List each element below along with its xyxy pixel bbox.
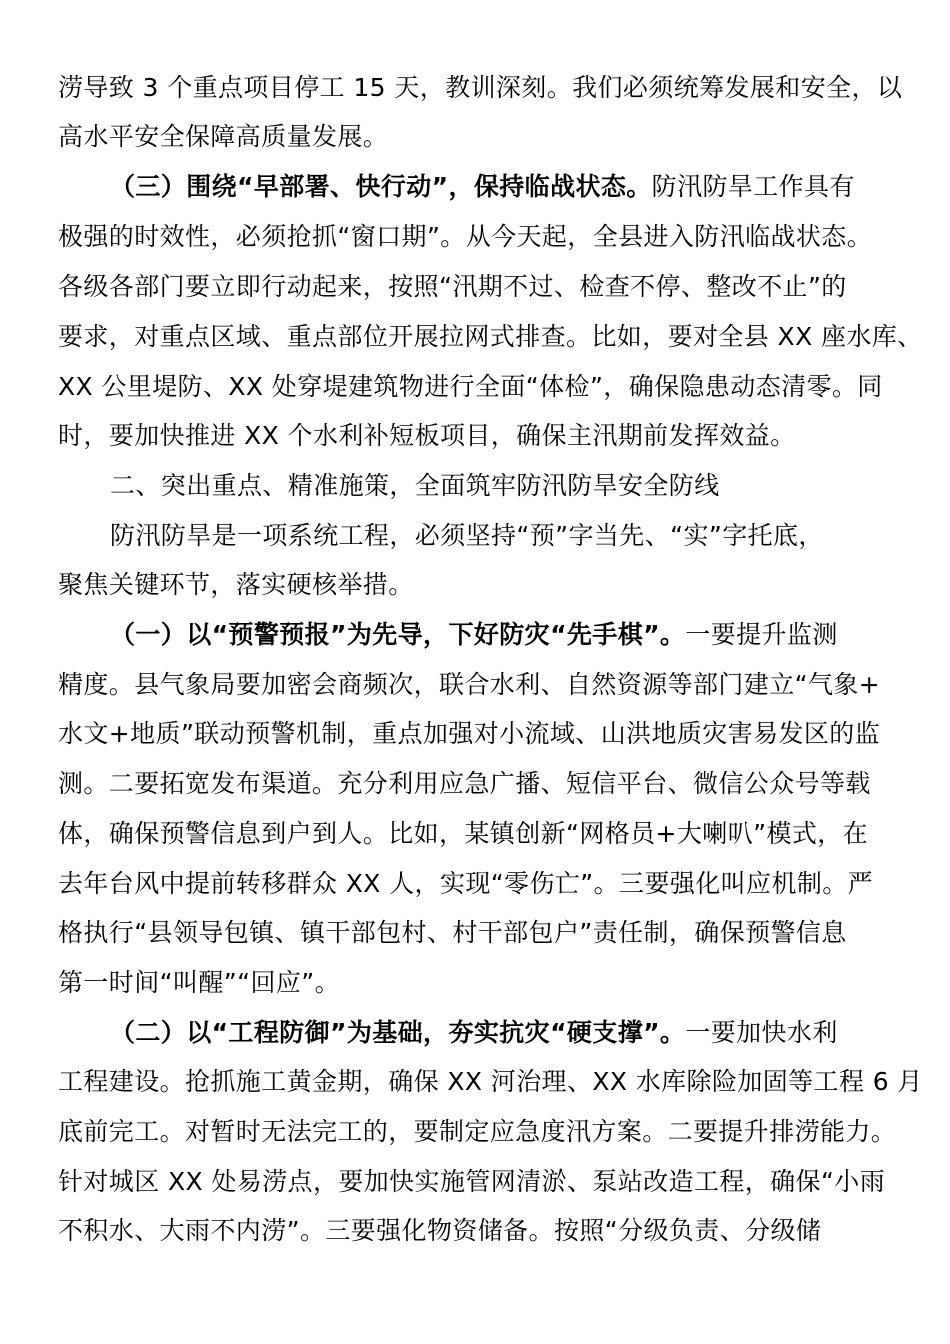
text-line-15: 测。二要拓宽发布渠道。充分利用应急广播、短信平台、微信公众号等载 [58, 769, 871, 798]
text-line-1: 涝导致 3 个重点项目停工 15 天，教训深刻。我们必须统筹发展和安全，以 [58, 73, 903, 102]
text-line-21: 工程建设。抢抓施工黄金期，确保 XX 河治理、XX 水库除险加固等工程 6 月 [58, 1067, 923, 1096]
text-line-23: 针对城区 XX 处易涝点，要加快实施管网清淤、泵站改造工程，确保“小雨 [58, 1167, 886, 1196]
text-line-24: 不积水、大雨不内涝”。三要强化物资储备。按照“分级负责、分级储 [58, 1216, 822, 1245]
item-2-heading: （二）以“工程防御”为基础，夯实抗灾“硬支撑”。 [110, 1018, 686, 1047]
text-line-6: 要求，对重点区域、重点部位开展拉网式排查。比如，要对全县 XX 座水库、 [58, 322, 923, 351]
section-3-lead-text: 防汛防旱工作具有 [651, 172, 855, 201]
text-line-8: 时，要加快推进 XX 个水利补短板项目，确保主汛期前发挥效益。 [58, 421, 796, 450]
text-line-4: 极强的时效性，必须抢抓“窗口期”。从今天起，全县进入防汛临战状态。 [58, 222, 873, 251]
text-line-16: 体，确保预警信息到户到人。比如，某镇创新“网格员+大喇叭”模式，在 [58, 819, 869, 848]
text-line-11: 聚焦关键环节，落实硬核举措。 [58, 570, 414, 599]
item-2-heading-line [110, 1018, 838, 1048]
text-line-17: 去年台风中提前转移群众 XX 人，实现“零伤亡”。三要强化叫应机制。严 [58, 869, 874, 898]
section-3-heading: （三）围绕“早部署、快行动”，保持临战状态。 [110, 172, 652, 201]
item-2-lead-text: 一要加快水利 [685, 1018, 838, 1047]
part-2-heading: 二、突出重点、精准施策，全面筑牢防汛防旱安全防线 [110, 471, 720, 500]
text-line-10: 防汛防旱是一项系统工程，必须坚持“预”字当先、“实”字托底， [110, 521, 824, 550]
item-1-lead-text: 一要提升监测 [685, 620, 838, 649]
section-3-heading-line [110, 172, 855, 202]
text-line-5: 各级各部门要立即行动起来，按照“汛期不过、检查不停、整改不止”的 [58, 272, 847, 301]
text-line-7: XX 公里堤防、XX 处穿堤建筑物进行全面“体检”，确保隐患动态清零。同 [58, 372, 883, 401]
text-line-18: 格执行“县领导包镇、镇干部包村、村干部包户”责任制，确保预警信息 [58, 918, 847, 947]
text-line-14: 水文+地质”联动预警机制，重点加强对小流域、山洪地质灾害易发区的监 [58, 719, 881, 748]
item-1-heading: （一）以“预警预报”为先导，下好防灾“先手棋”。 [110, 620, 686, 649]
text-line-19: 第一时间“叫醒”“回应”。 [58, 968, 341, 997]
text-line-13: 精度。县气象局要加密会商频次，联合水利、自然资源等部门建立“气象+ [58, 670, 881, 699]
text-line-22: 底前完工。对暂时无法完工的，要制定应急度汛方案。二要提升排涝能力。 [58, 1117, 897, 1146]
text-line-2: 高水平安全保障高质量发展。 [58, 122, 389, 151]
item-1-heading-line [110, 620, 838, 650]
